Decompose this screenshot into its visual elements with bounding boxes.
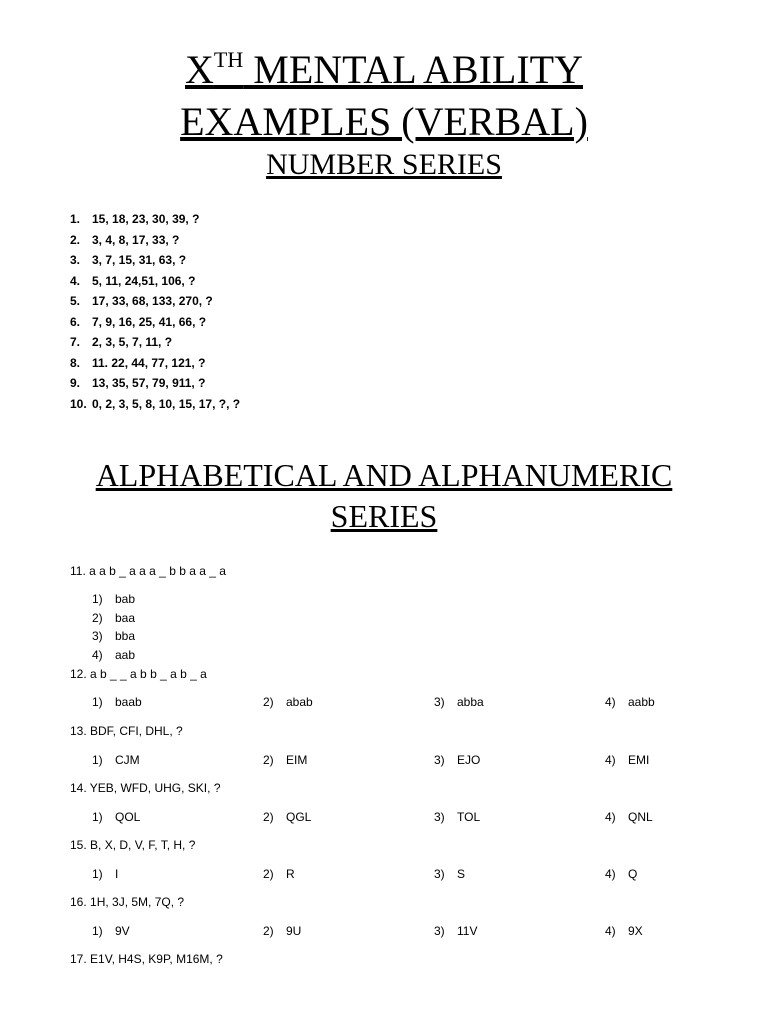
answer-option	[263, 810, 311, 824]
answer-option	[263, 695, 313, 709]
answer-option	[92, 611, 135, 625]
option-number: 4)	[605, 810, 616, 824]
option-number: 2)	[263, 810, 274, 824]
answer-option	[605, 753, 649, 767]
question-text: 14. YEB, WFD, UHG, SKI, ?	[70, 781, 221, 795]
option-number: 4)	[92, 648, 103, 662]
option-text: TOL	[457, 810, 481, 824]
option-text: aab	[115, 648, 136, 662]
item-text: 0, 2, 3, 5, 8, 10, 15, 17, ?, ?	[92, 397, 241, 411]
question-text: 15. B, X, D, V, F, T, H, ?	[70, 838, 196, 852]
title-superscript: TH	[213, 47, 244, 72]
item-text: 11. 22, 44, 77, 121, ?	[92, 356, 206, 370]
option-number: 3)	[434, 695, 445, 709]
answer-option	[434, 924, 477, 938]
number-series-item	[70, 315, 206, 329]
title-rest: MENTAL ABILITY	[243, 47, 583, 92]
item-text: 3, 4, 8, 17, 33, ?	[92, 233, 180, 247]
option-number: 2)	[92, 611, 103, 625]
page-title-line2: EXAMPLES (VERBAL)	[180, 99, 588, 144]
answer-option	[263, 753, 307, 767]
answer-option	[605, 924, 643, 938]
number-series-item	[70, 212, 199, 226]
item-text: 5, 11, 24,51, 106, ?	[92, 274, 196, 288]
option-text: 11V	[457, 924, 478, 938]
option-number: 4)	[605, 753, 616, 767]
option-text: R	[286, 867, 295, 881]
answer-option	[92, 648, 135, 662]
question-text: 16. 1H, 3J, 5M, 7Q, ?	[70, 895, 185, 909]
answer-option	[434, 810, 480, 824]
answer-option	[92, 753, 140, 767]
option-number: 1)	[92, 592, 103, 606]
option-text: QOL	[115, 810, 141, 824]
option-text: QNL	[628, 810, 653, 824]
option-text: EIM	[286, 753, 308, 767]
option-text: Q	[628, 867, 638, 881]
item-text: 13, 35, 57, 79, 911, ?	[92, 376, 206, 390]
item-text: 15, 18, 23, 30, 39, ?	[92, 212, 200, 226]
title-x: X	[185, 47, 214, 92]
item-number: 9.	[70, 376, 81, 390]
question-text: 13. BDF, CFI, DHL, ?	[70, 724, 183, 738]
number-series-item	[70, 397, 240, 411]
option-number: 4)	[605, 695, 616, 709]
answer-option	[434, 695, 484, 709]
answer-option	[92, 924, 130, 938]
answer-option	[92, 867, 118, 881]
answer-option	[92, 629, 135, 643]
option-text: baa	[115, 611, 136, 625]
option-number: 1)	[92, 867, 103, 881]
answer-option	[605, 810, 653, 824]
item-text: 3, 7, 15, 31, 63, ?	[92, 253, 187, 267]
option-text: S	[457, 867, 466, 881]
section-heading-alphabetical: ALPHABETICAL AND ALPHANUMERIC	[95, 457, 673, 493]
item-text: 7, 9, 16, 25, 41, 66, ?	[92, 315, 207, 329]
option-text: bba	[115, 629, 136, 643]
option-text: 9X	[628, 924, 643, 938]
option-text: baab	[115, 695, 142, 709]
answer-option	[263, 924, 301, 938]
number-series-item	[70, 294, 213, 308]
section-heading-number-series: NUMBER SERIES	[266, 148, 502, 181]
number-series-item	[70, 356, 205, 370]
answer-option	[605, 695, 655, 709]
answer-option	[92, 592, 135, 606]
option-text: 9U	[286, 924, 302, 938]
item-text: 17, 33, 68, 133, 270, ?	[92, 294, 213, 308]
number-series-item	[70, 233, 179, 247]
option-text: QGL	[286, 810, 312, 824]
option-text: EJO	[457, 753, 481, 767]
option-number: 1)	[92, 924, 103, 938]
option-number: 2)	[263, 753, 274, 767]
answer-option	[434, 753, 480, 767]
option-number: 4)	[605, 867, 616, 881]
option-text: EMI	[628, 753, 650, 767]
option-number: 3)	[92, 629, 103, 643]
option-text: aabb	[628, 695, 655, 709]
answer-option	[263, 867, 295, 881]
option-number: 1)	[92, 695, 103, 709]
option-number: 3)	[434, 810, 445, 824]
item-text: 2, 3, 5, 7, 11, ?	[92, 335, 173, 349]
item-number: 6.	[70, 315, 81, 329]
option-text: I	[115, 867, 119, 881]
option-number: 3)	[434, 753, 445, 767]
number-series-item	[70, 376, 205, 390]
option-number: 1)	[92, 753, 103, 767]
option-text: CJM	[115, 753, 140, 767]
option-number: 2)	[263, 867, 274, 881]
question-text: 12. a b _ _ a b b _ a b _ a	[70, 667, 207, 681]
item-number: 1.	[70, 212, 81, 226]
item-number: 4.	[70, 274, 81, 288]
option-number: 4)	[605, 924, 616, 938]
option-text: abab	[286, 695, 313, 709]
item-number: 7.	[70, 335, 81, 349]
option-number: 1)	[92, 810, 103, 824]
section-heading-alphabetical-line2: SERIES	[330, 498, 438, 534]
answer-option	[92, 810, 140, 824]
option-number: 2)	[263, 924, 274, 938]
option-text: 9V	[115, 924, 130, 938]
item-number: 3.	[70, 253, 81, 267]
option-text: bab	[115, 592, 136, 606]
question-text: 11. a a b _ a a a _ b b a a _ a	[70, 564, 226, 578]
number-series-item	[70, 274, 195, 288]
number-series-item	[70, 335, 172, 349]
item-number: 10.	[70, 397, 87, 411]
answer-option	[92, 695, 142, 709]
item-number: 5.	[70, 294, 81, 308]
question-text: 17. E1V, H4S, K9P, M16M, ?	[70, 952, 223, 966]
number-series-item	[70, 253, 186, 267]
option-number: 3)	[434, 924, 445, 938]
option-number: 2)	[263, 695, 274, 709]
item-number: 2.	[70, 233, 81, 247]
answer-option	[434, 867, 465, 881]
page-title	[0, 48, 768, 92]
option-text: abba	[457, 695, 484, 709]
item-number: 8.	[70, 356, 81, 370]
answer-option	[605, 867, 637, 881]
option-number: 3)	[434, 867, 445, 881]
